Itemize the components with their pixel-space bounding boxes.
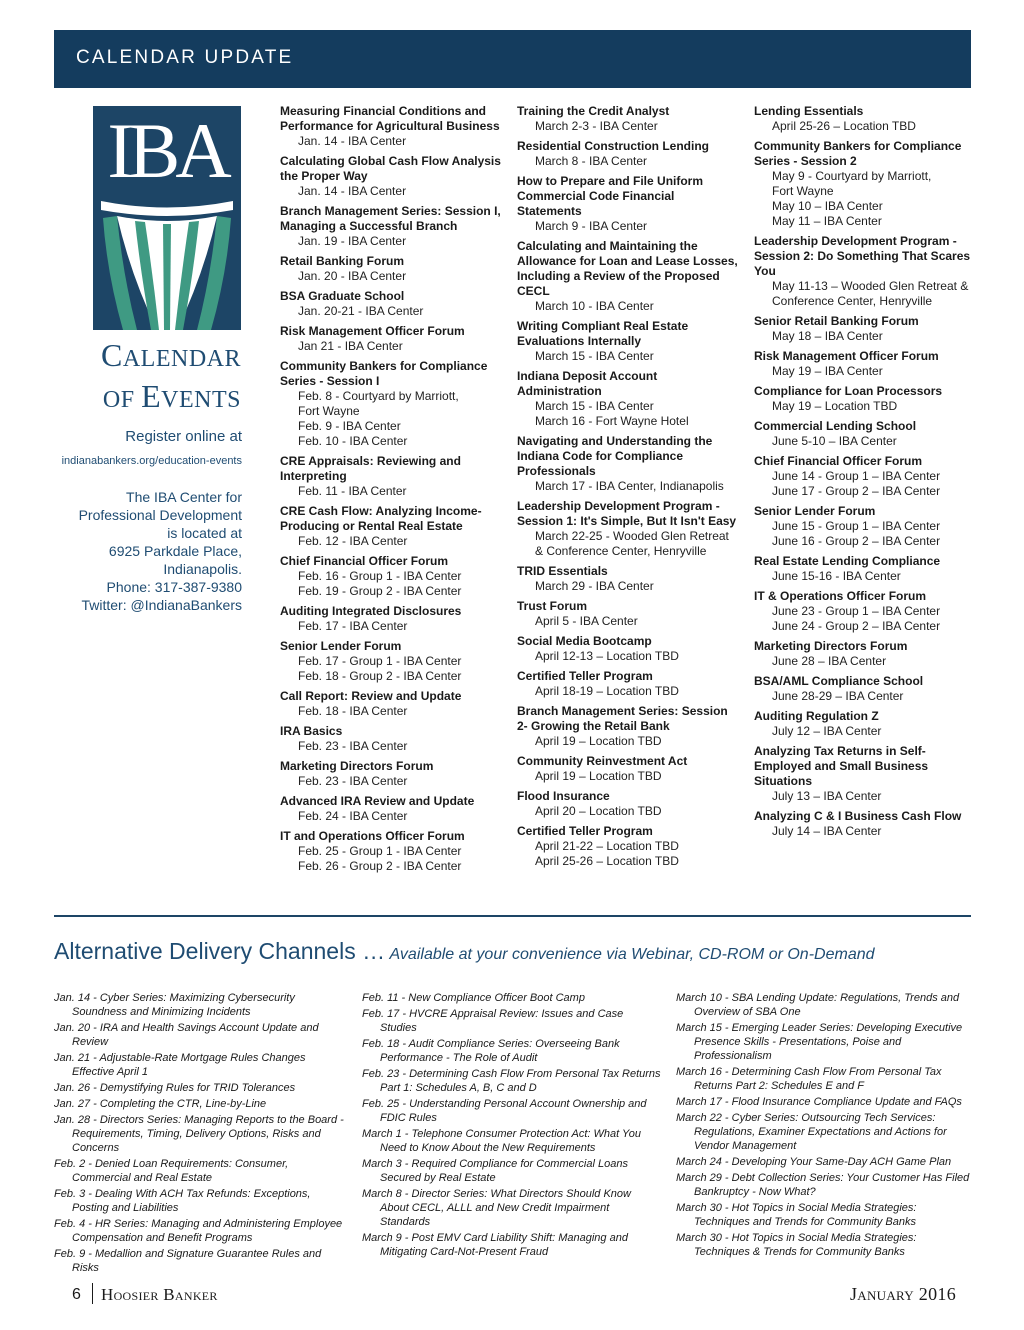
event-date: May 18 – IBA Center [772,329,883,343]
alt-delivery-title: Alternative Delivery Channels … [54,938,386,964]
event-date: March 2-3 - IBA Center [535,119,658,133]
events-column-1 [280,104,502,879]
event-item [517,634,739,664]
alt-delivery-item: March 17 - Flood Insurance Compliance Update and FAQs [676,1096,962,1108]
event-date: Feb. 12 - IBA Center [298,534,408,548]
event-item [280,604,502,634]
alt-delivery-item: March 29 - Debt Collection Series: Your Customer Has Filed Bankruptcy - Now What? [676,1172,970,1198]
event-date: Jan. 14 - IBA Center [298,134,407,148]
event-date: April 21-22 – Location TBD [535,839,679,853]
header-banner [54,30,971,88]
alt-delivery-item: Feb. 11 - New Compliance Officer Boot Camp [362,992,585,1004]
event-date: July 13 – IBA Center [772,789,882,803]
events-column-2 [517,104,739,874]
event-title: Advanced IRA Review and Update [280,794,475,808]
event-title: IT & Operations Officer Forum [754,589,927,603]
event-date: Feb. 23 - IBA Center [298,774,408,788]
event-title: Community Bankers for Compliance Series - Session 2 [754,139,962,168]
alt-delivery-item: Feb. 9 - Medallion and Signature Guarantee Rules and Risks [54,1248,322,1274]
event-title: Compliance for Loan Processors [754,384,943,398]
event-date: March 16 - Fort Wayne Hotel [535,414,689,428]
event-date: April 12-13 – Location TBD [535,649,679,663]
event-title: Real Estate Lending Compliance [754,554,941,568]
event-date: June 28-29 – IBA Center [772,689,904,703]
event-item [280,689,502,719]
event-item [517,754,739,784]
event-title: IT and Operations Officer Forum [280,829,465,843]
event-item [280,724,502,754]
event-date: Feb. 10 - IBA Center [298,434,408,448]
event-item [280,504,502,549]
event-date: June 15-16 - IBA Center [772,569,901,583]
event-date: Jan. 20-21 - IBA Center [298,304,424,318]
alt-delivery-item: March 15 - Emerging Leader Series: Developing Executive Presence Skills - Presentations, Poise and Professionalism [676,1022,963,1062]
event-item [280,289,502,319]
event-title: Senior Retail Banking Forum [754,314,919,328]
event-title: Trust Forum [517,599,588,613]
event-date: March 29 - IBA Center [535,579,654,593]
event-date: April 18-19 – Location TBD [535,684,679,698]
alt-delivery-item: March 9 - Post EMV Card Liability Shift: Managing and Mitigating Card-Not-Present Fraud [362,1232,628,1258]
event-item [517,104,739,134]
event-title: Call Report: Review and Update [280,689,462,703]
event-item [754,139,976,229]
event-item [280,254,502,284]
event-item [754,744,976,804]
event-item [517,369,739,429]
event-item [754,234,976,309]
event-item [517,704,739,749]
event-title: CRE Appraisals: Reviewing and Interpreting [280,454,461,483]
event-date: Fort Wayne [772,184,834,198]
event-item [517,564,739,594]
event-item [754,674,976,704]
event-date: May 11 – IBA Center [772,214,882,228]
event-item [754,104,976,134]
events-column-3 [754,104,976,844]
event-date: Conference Center, Henryville [772,294,933,308]
alt-delivery-item: March 10 - SBA Lending Update: Regulations, Trends and Overview of SBA One [676,992,960,1018]
event-item [754,504,976,549]
event-date: June 5-10 – IBA Center [772,434,897,448]
event-title: Indiana Deposit Account Administration [517,369,658,398]
event-date: June 23 - Group 1 – IBA Center [772,604,941,618]
alt-delivery-item: March 1 - Telephone Consumer Protection Act: What You Need to Know About the New Requirements [362,1128,642,1154]
event-title: Residential Construction Lending [517,139,710,153]
alt-delivery-item: Jan. 27 - Completing the CTR, Line-by-Line [54,1098,267,1110]
event-item [517,319,739,364]
event-item [517,789,739,819]
event-title: Risk Management Officer Forum [754,349,939,363]
event-item [517,824,739,869]
alt-delivery-item: March 8 - Director Series: What Directors Should Know About CECL, ALLL and New Credit Impairment Standards [362,1188,631,1228]
event-title: Navigating and Understanding the Indiana Code for Compliance Professionals [517,434,713,478]
event-title: Chief Financial Officer Forum [280,554,449,568]
event-date: May 19 – IBA Center [772,364,883,378]
event-title: Certified Teller Program [517,669,653,683]
event-date: Feb. 9 - IBA Center [298,419,401,433]
event-title: Calculating Global Cash Flow Analysis the Proper Way [280,154,501,183]
event-date: & Conference Center, Henryville [535,544,707,558]
event-title: IRA Basics [280,724,343,738]
event-date: Jan. 19 - IBA Center [298,234,407,248]
event-date: June 28 – IBA Center [772,654,887,668]
event-item [517,139,739,169]
event-date: June 14 - Group 1 – IBA Center [772,469,941,483]
event-date: March 17 - IBA Center, Indianapolis [535,479,724,493]
event-title: Analyzing Tax Returns in Self-Employed and Small Business Situations [754,744,929,788]
alt-delivery-item: March 22 - Cyber Series: Outsourcing Tech Services: Regulations, Examiner Expectations and Actions for Vendor Management [676,1112,947,1152]
alt-delivery-item: Feb. 18 - Audit Compliance Series: Overseeing Bank Performance - The Role of Audit [362,1038,620,1064]
event-item [754,554,976,584]
event-title: Risk Management Officer Forum [280,324,465,338]
event-title: Lending Essentials [754,104,864,118]
logo-text: IBA [107,107,227,194]
event-date: June 17 - Group 2 – IBA Center [772,484,941,498]
event-date: Jan. 20 - IBA Center [298,269,407,283]
event-date: May 9 - Courtyard by Marriott, [772,169,932,183]
event-item [754,454,976,499]
event-item [517,174,739,234]
event-title: CRE Cash Flow: Analyzing Income-Producing or Rental Real Estate [280,504,482,533]
alt-delivery-item: Feb. 23 - Determining Cash Flow From Personal Tax Returns Part 1: Schedules A, B, C and D [362,1068,661,1094]
event-date: Feb. 19 - Group 2 - IBA Center [298,584,462,598]
event-date: March 15 - IBA Center [535,399,654,413]
event-item [517,599,739,629]
event-date: May 10 – IBA Center [772,199,883,213]
event-item [280,639,502,684]
event-date: June 16 - Group 2 – IBA Center [772,534,941,548]
event-date: March 15 - IBA Center [535,349,654,363]
register-url[interactable]: indianabankers.org/education-events [61,455,242,467]
issue-date: January 2016 [850,1284,956,1304]
event-item [517,669,739,699]
center-info: The IBA Center for Professional Development is located at 6925 Parkdale Place, Indianapolis. Phone: 317-387-9380 Twitter: @IndianaBankers [78,489,242,613]
event-item [517,434,739,494]
event-date: Feb. 8 - Courtyard by Marriott, [298,389,459,403]
alt-delivery-item: March 16 - Determining Cash Flow From Personal Tax Returns Part 2: Schedules E and F [676,1066,942,1092]
event-item [280,204,502,249]
page-number: 6 [72,1286,81,1303]
event-title: Auditing Regulation Z [754,709,879,723]
event-date: March 10 - IBA Center [535,299,654,313]
register-text: Register online at [125,428,242,445]
event-title: Commercial Lending School [754,419,917,433]
event-date: March 22-25 - Wooded Glen Retreat [535,529,729,543]
event-date: April 25-26 – Location TBD [772,119,916,133]
event-date: Jan 21 - IBA Center [298,339,403,353]
alt-list-column-2 [362,991,662,1261]
header-title: CALENDAR UPDATE [76,47,294,68]
event-date: April 20 – Location TBD [535,804,662,818]
alt-delivery-item: March 30 - Hot Topics in Social Media Strategies: Techniques and Trends for Community Banks [676,1202,917,1228]
alt-delivery-item: Feb. 3 - Dealing With ACH Tax Refunds: Exceptions, Posting and Liabilities [54,1188,311,1214]
event-item [280,759,502,789]
event-title: Analyzing C & I Business Cash Flow [754,809,962,823]
event-title: Flood Insurance [517,789,610,803]
event-date: Feb. 23 - IBA Center [298,739,408,753]
event-item [754,384,976,414]
event-date: April 25-26 – Location TBD [535,854,679,868]
event-date: March 8 - IBA Center [535,154,648,168]
event-date: April 19 – Location TBD [535,769,662,783]
section-divider [54,915,971,917]
event-date: Jan. 14 - IBA Center [298,184,407,198]
event-item [754,639,976,669]
event-item [280,454,502,499]
event-item [754,419,976,449]
event-title: Marketing Directors Forum [280,759,434,773]
event-title: Marketing Directors Forum [754,639,908,653]
event-title: Training the Credit Analyst [517,104,670,118]
event-date: Feb. 26 - Group 2 - IBA Center [298,859,462,873]
event-date: March 9 - IBA Center [535,219,648,233]
event-item [280,154,502,199]
event-title: Branch Management Series: Session 2- Growing the Retail Bank [517,704,728,733]
alt-delivery-heading [54,938,875,965]
calendar-heading-line2: OF EVENTS [102,378,241,414]
event-title: Writing Compliant Real Estate Evaluations Internally [517,319,689,348]
event-title: Auditing Integrated Disclosures [280,604,462,618]
event-date: Feb. 24 - IBA Center [298,809,408,823]
event-date: June 24 - Group 2 – IBA Center [772,619,941,633]
event-title: Measuring Financial Conditions and Performance for Agricultural Business [280,104,500,133]
event-title: Leadership Development Program - Session 2: Do Something That Scares You [754,234,971,278]
event-title: Leadership Development Program - Session 1: It's Simple, But It Isn't Easy [517,499,737,528]
event-item [280,829,502,874]
event-item [754,349,976,379]
event-date: July 12 – IBA Center [772,724,882,738]
event-title: Certified Teller Program [517,824,653,838]
event-item [517,239,739,314]
alt-delivery-item: Jan. 21 - Adjustable-Rate Mortgage Rules Changes Effective April 1 [54,1052,306,1078]
event-date: Fort Wayne [298,404,360,418]
event-item [280,794,502,824]
iba-logo [93,106,241,330]
event-title: BSA Graduate School [280,289,405,303]
event-title: BSA/AML Compliance School [754,674,924,688]
event-item [754,709,976,739]
event-item [280,104,502,149]
alt-delivery-item: Jan. 20 - IRA and Health Savings Account Update and Review [54,1022,319,1048]
event-title: Senior Lender Forum [754,504,876,518]
event-date: June 15 - Group 1 – IBA Center [772,519,941,533]
alt-delivery-item: Feb. 25 - Understanding Personal Account Ownership and FDIC Rules [362,1098,647,1124]
event-date: Feb. 18 - IBA Center [298,704,408,718]
event-date: Feb. 17 - IBA Center [298,619,408,633]
event-item [517,499,739,559]
alt-delivery-item: Feb. 4 - HR Series: Managing and Administering Employee Compensation and Benefit Programs [54,1218,343,1244]
event-item [280,554,502,599]
event-title: Chief Financial Officer Forum [754,454,923,468]
event-title: Social Media Bootcamp [517,634,652,648]
event-date: May 11-13 – Wooded Glen Retreat & [772,279,969,293]
publication-name: Hoosier Banker [101,1285,218,1304]
event-title: Branch Management Series: Session I, Managing a Successful Branch [280,204,501,233]
alt-delivery-item: March 30 - Hot Topics in Social Media Strategies: Techniques & Trends for Community Banks [676,1232,917,1258]
alt-delivery-item: Feb. 2 - Denied Loan Requirements: Consumer, Commercial and Real Estate [54,1158,289,1184]
calendar-heading-line1: CALENDAR [101,337,241,373]
event-date: May 19 – Location TBD [772,399,898,413]
event-item [754,589,976,634]
event-title: Senior Lender Forum [280,639,402,653]
alt-list-column-1 [54,991,348,1277]
event-date: Feb. 25 - Group 1 - IBA Center [298,844,462,858]
event-title: Calculating and Maintaining the Allowance for Loan and Lease Losses, Including a Review of the Proposed CECL [517,239,738,298]
event-item [754,809,976,839]
alt-delivery-item: Jan. 28 - Directors Series: Managing Reports to the Board - Requirements, Timing, Delivery Options, Risks and Concerns [54,1114,344,1154]
event-title: How to Prepare and File Uniform Commercial Code Financial Statements [517,174,704,218]
alt-list-column-3 [676,991,972,1261]
event-date: April 19 – Location TBD [535,734,662,748]
event-date: Feb. 11 - IBA Center [298,484,407,498]
event-item [280,324,502,354]
alt-delivery-item: Jan. 14 - Cyber Series: Maximizing Cybersecurity Soundness and Minimizing Incidents [54,992,295,1018]
alt-delivery-subtitle: Available at your convenience via Webinar, CD-ROM or On-Demand [389,946,875,963]
footer-divider [92,1283,93,1304]
event-item [754,314,976,344]
alt-delivery-item: March 24 - Developing Your Same-Day ACH Game Plan [676,1156,952,1168]
event-title: Community Reinvestment Act [517,754,688,768]
event-title: Retail Banking Forum [280,254,405,268]
event-date: Feb. 17 - Group 1 - IBA Center [298,654,462,668]
event-title: Community Bankers for Compliance Series - Session I [280,359,488,388]
event-date: July 14 – IBA Center [772,824,882,838]
alt-delivery-item: Jan. 26 - Demystifying Rules for TRID Tolerances [54,1082,296,1094]
event-date: Feb. 18 - Group 2 - IBA Center [298,669,462,683]
alt-delivery-item: March 3 - Required Compliance for Commercial Loans Secured by Real Estate [362,1158,628,1184]
event-date: Feb. 16 - Group 1 - IBA Center [298,569,462,583]
alt-delivery-item: Feb. 17 - HVCRE Appraisal Review: Issues and Case Studies [362,1008,624,1034]
event-title: TRID Essentials [517,564,608,578]
event-item [280,359,502,449]
event-date: April 5 - IBA Center [535,614,638,628]
